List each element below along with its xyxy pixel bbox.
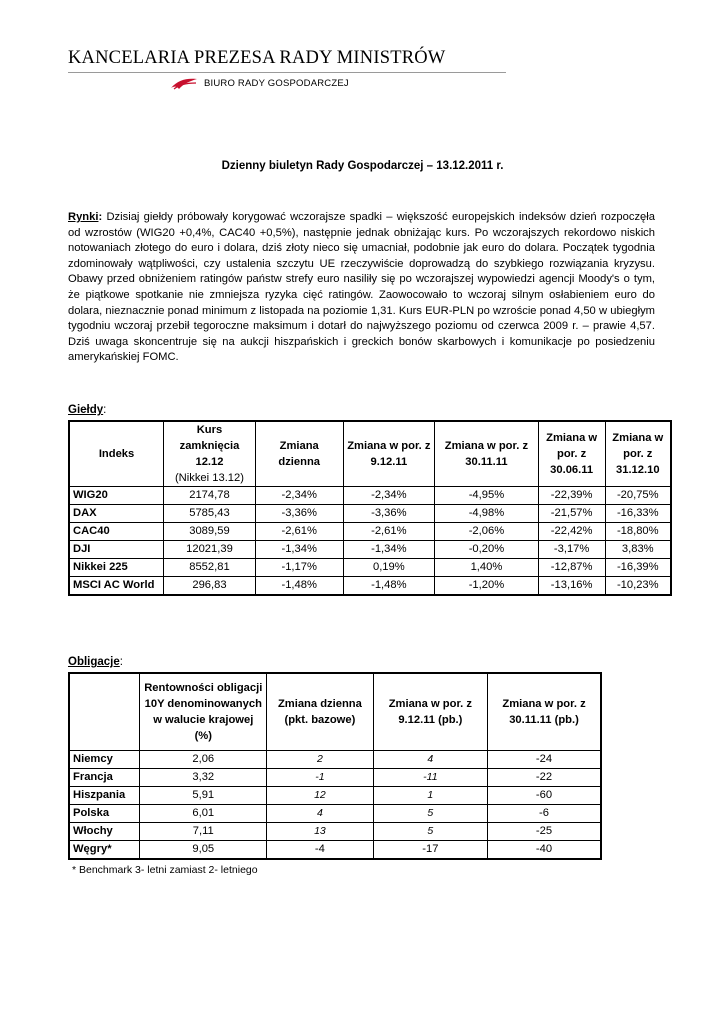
table-cell: 2,06 — [140, 750, 267, 768]
table-cell: 4 — [373, 750, 487, 768]
table-cell: -2,34% — [255, 487, 343, 505]
table-cell: -6 — [488, 804, 601, 822]
table-row — [69, 559, 671, 577]
header-cell: Kurs zamknięcia 12.12 (Nikkei 13.12) — [164, 421, 256, 487]
table-row — [69, 577, 671, 596]
table-cell: -16,33% — [605, 505, 671, 523]
header-cell: Zmiana dzienna — [255, 421, 343, 487]
table-cell: -1 — [267, 768, 374, 786]
table-row — [69, 786, 601, 804]
table-cell: -4,95% — [435, 487, 539, 505]
table-cell: -1,17% — [255, 559, 343, 577]
markets-paragraph: Rynki: Dzisiaj giełdy próbowały korygować wczorajsze spadki – większość europejskich indeksów dzień rozpoczęła od wzrostów (WIG20 +0,4%, CAC40 +0,5%), następnie jednak obniżając kurs. Po wczorajszych rekordowo niskich notowaniach złotego do euro i dolara, dziś złoty nieco się umacniał, podobnie jak euro do dolara. Początek tygodnia zdominowały wątpliwości, czy ustalenia szczytu UE rzeczywiście doprowadzą do szybkiego rozwiązania kryzysu. Obawy przed obniżeniem ratingów państw strefy euro nasiliły się po wczorajszej wypowiedzi agencji Moody's o tym, że piątkowe spotkanie nie zmniejsza ryzyka cięć ratingów. Zaowocowało to wczoraj silnym osłabieniem euro do dolara, nieznacznie ponad minimum z listopada na poziomie 1,31. Kurs EUR-PLN po wzroście ponad 4,50 w ubiegłym tygodniu wczoraj przebił tegoroczne maksimum i dotarł do najwyższego poziomu od czerwca 2009 r. – prawie 4,57. Dziś uwaga skoncentruje się na aukcji hiszpańskich i greckich bonów skarbowych i komunikacje po posiedzeniu amerykańskiej FOMC. — [68, 211, 655, 364]
table-cell: -25 — [488, 822, 601, 840]
header-cell: Zmiana w por. z 9.12.11 — [343, 421, 435, 487]
table-cell: 6,01 — [140, 804, 267, 822]
table-cell: -4,98% — [435, 505, 539, 523]
row-label: Nikkei 225 — [69, 559, 164, 577]
table-cell: 8552,81 — [164, 559, 256, 577]
row-label: CAC40 — [69, 523, 164, 541]
table-cell: 5 — [373, 822, 487, 840]
table-cell: -16,39% — [605, 559, 671, 577]
table-cell: -17 — [373, 840, 487, 859]
table-cell: 4 — [267, 804, 374, 822]
header-cell: Indeks — [69, 421, 164, 487]
table-cell: -12,87% — [538, 559, 605, 577]
row-label: MSCI AC World — [69, 577, 164, 596]
bonds-header-row — [69, 673, 601, 750]
table-cell: -1,48% — [343, 577, 435, 596]
row-label: Niemcy — [69, 750, 140, 768]
table-cell: 9,05 — [140, 840, 267, 859]
table-cell: -2,61% — [255, 523, 343, 541]
table-row — [69, 822, 601, 840]
table-row — [69, 523, 671, 541]
table-cell: -40 — [488, 840, 601, 859]
header-cell — [69, 673, 140, 750]
table-cell: 5 — [373, 804, 487, 822]
table-cell: -10,23% — [605, 577, 671, 596]
header-cell: Zmiana w por. z 9.12.11 (pb.) — [373, 673, 487, 750]
table-cell: 0,19% — [343, 559, 435, 577]
header-cell: Rentowności obligacji 10Y denominowanych w walucie krajowej (%) — [140, 673, 267, 750]
table-cell: 1 — [373, 786, 487, 804]
stocks-table — [68, 420, 672, 596]
header-cell: Zmiana w por. z 31.12.10 — [605, 421, 671, 487]
table-row — [69, 840, 601, 859]
paragraph-lead: Rynki — [68, 211, 99, 223]
table-row — [69, 768, 601, 786]
table-cell: -21,57% — [538, 505, 605, 523]
table-cell: -2,34% — [343, 487, 435, 505]
table-cell: 5785,43 — [164, 505, 256, 523]
row-label: Włochy — [69, 822, 140, 840]
table-cell: -3,36% — [255, 505, 343, 523]
table-cell: 1,40% — [435, 559, 539, 577]
header-divider — [68, 72, 506, 73]
paragraph-text: Dzisiaj giełdy próbowały korygować wczorajsze spadki – większość europejskich indeksów dzień rozpoczęła od wzrostów (WIG20 +0,4%, CAC40 +0,5%), następnie jednak obniżając kurs. Po wczorajszych rekordowo niskich notowaniach złotego do euro i dolara, dziś złoty nieco się umacniał, podobnie jak euro do dolara. Początek tygodnia zdominowały wątpliwości, czy ustalenia szczytu UE rzeczywiście doprowadzą do szybkiego rozwiązania kryzysu. Obawy przed obniżeniem ratingów państw strefy euro nasiliły się po wczorajszej wypowiedzi agencji Moody's o tym, że piątkowe spotkanie nie zmniejsza ryzyka cięć ratingów. Zaowocowało to wczoraj silnym osłabieniem euro do dolara, nieznacznie ponad minimum z listopada na poziomie 1,31. Kurs EUR-PLN po wzroście ponad 4,50 w ubiegłym tygodniu wczoraj przebił tegoroczne maksimum i dotarł do najwyższego poziomu od czerwca 2009 r. – prawie 4,57. Dziś uwaga skoncentruje się na aukcji hiszpańskich i greckich bonów skarbowych i komunikacje po posiedzeniu amerykańskiej FOMC. — [68, 211, 655, 364]
header-title: KANCELARIA PREZESA RADY MINISTRÓW — [68, 48, 446, 68]
table-cell: -13,16% — [538, 577, 605, 596]
table-cell: -18,80% — [605, 523, 671, 541]
row-label: Francja — [69, 768, 140, 786]
table-cell: 3089,59 — [164, 523, 256, 541]
table-cell: 2 — [267, 750, 374, 768]
flag-logo-icon — [170, 76, 198, 90]
header-cell: Zmiana dzienna (pkt. bazowe) — [267, 673, 374, 750]
table-cell: -3,17% — [538, 541, 605, 559]
document-title: Dzienny biuletyn Rady Gospodarczej – 13.12.2011 r. — [221, 160, 504, 172]
table-cell: 13 — [267, 822, 374, 840]
table-cell: -22,42% — [538, 523, 605, 541]
bonds-footnote: * Benchmark 3- letni zamiast 2- letniego — [72, 864, 258, 876]
row-label: WIG20 — [69, 487, 164, 505]
table-cell: 296,83 — [164, 577, 256, 596]
table-cell: -20,75% — [605, 487, 671, 505]
table-cell: 2174,78 — [164, 487, 256, 505]
header-cell: Zmiana w por. z 30.11.11 — [435, 421, 539, 487]
table-row — [69, 505, 671, 523]
table-cell: 12021,39 — [164, 541, 256, 559]
table-cell: -11 — [373, 768, 487, 786]
bonds-table — [68, 672, 602, 860]
table-cell: 12 — [267, 786, 374, 804]
row-label: DJI — [69, 541, 164, 559]
table-cell: 5,91 — [140, 786, 267, 804]
table-cell: -1,34% — [255, 541, 343, 559]
table-cell: -0,20% — [435, 541, 539, 559]
table-cell: -2,61% — [343, 523, 435, 541]
table-cell: -1,48% — [255, 577, 343, 596]
table-cell: -22,39% — [538, 487, 605, 505]
row-label: Polska — [69, 804, 140, 822]
stocks-section-label: Giełdy: — [68, 404, 107, 416]
table-cell: -22 — [488, 768, 601, 786]
header-cell: Zmiana w por. z 30.06.11 — [538, 421, 605, 487]
stocks-header-row — [69, 421, 671, 487]
table-cell: -4 — [267, 840, 374, 859]
table-cell: 3,32 — [140, 768, 267, 786]
table-cell: -1,20% — [435, 577, 539, 596]
bonds-section-label: Obligacje: — [68, 656, 123, 668]
table-row — [69, 804, 601, 822]
row-label: Hiszpania — [69, 786, 140, 804]
table-cell: -3,36% — [343, 505, 435, 523]
table-cell: -2,06% — [435, 523, 539, 541]
table-cell: -60 — [488, 786, 601, 804]
table-cell: 3,83% — [605, 541, 671, 559]
row-label: DAX — [69, 505, 164, 523]
header-cell: Zmiana w por. z 30.11.11 (pb.) — [488, 673, 601, 750]
table-cell: 7,11 — [140, 822, 267, 840]
table-cell: -1,34% — [343, 541, 435, 559]
table-cell: -24 — [488, 750, 601, 768]
table-row — [69, 541, 671, 559]
row-label: Węgry* — [69, 840, 140, 859]
table-row — [69, 487, 671, 505]
header-subtitle: BIURO RADY GOSPODARCZEJ — [204, 78, 349, 89]
table-row — [69, 750, 601, 768]
